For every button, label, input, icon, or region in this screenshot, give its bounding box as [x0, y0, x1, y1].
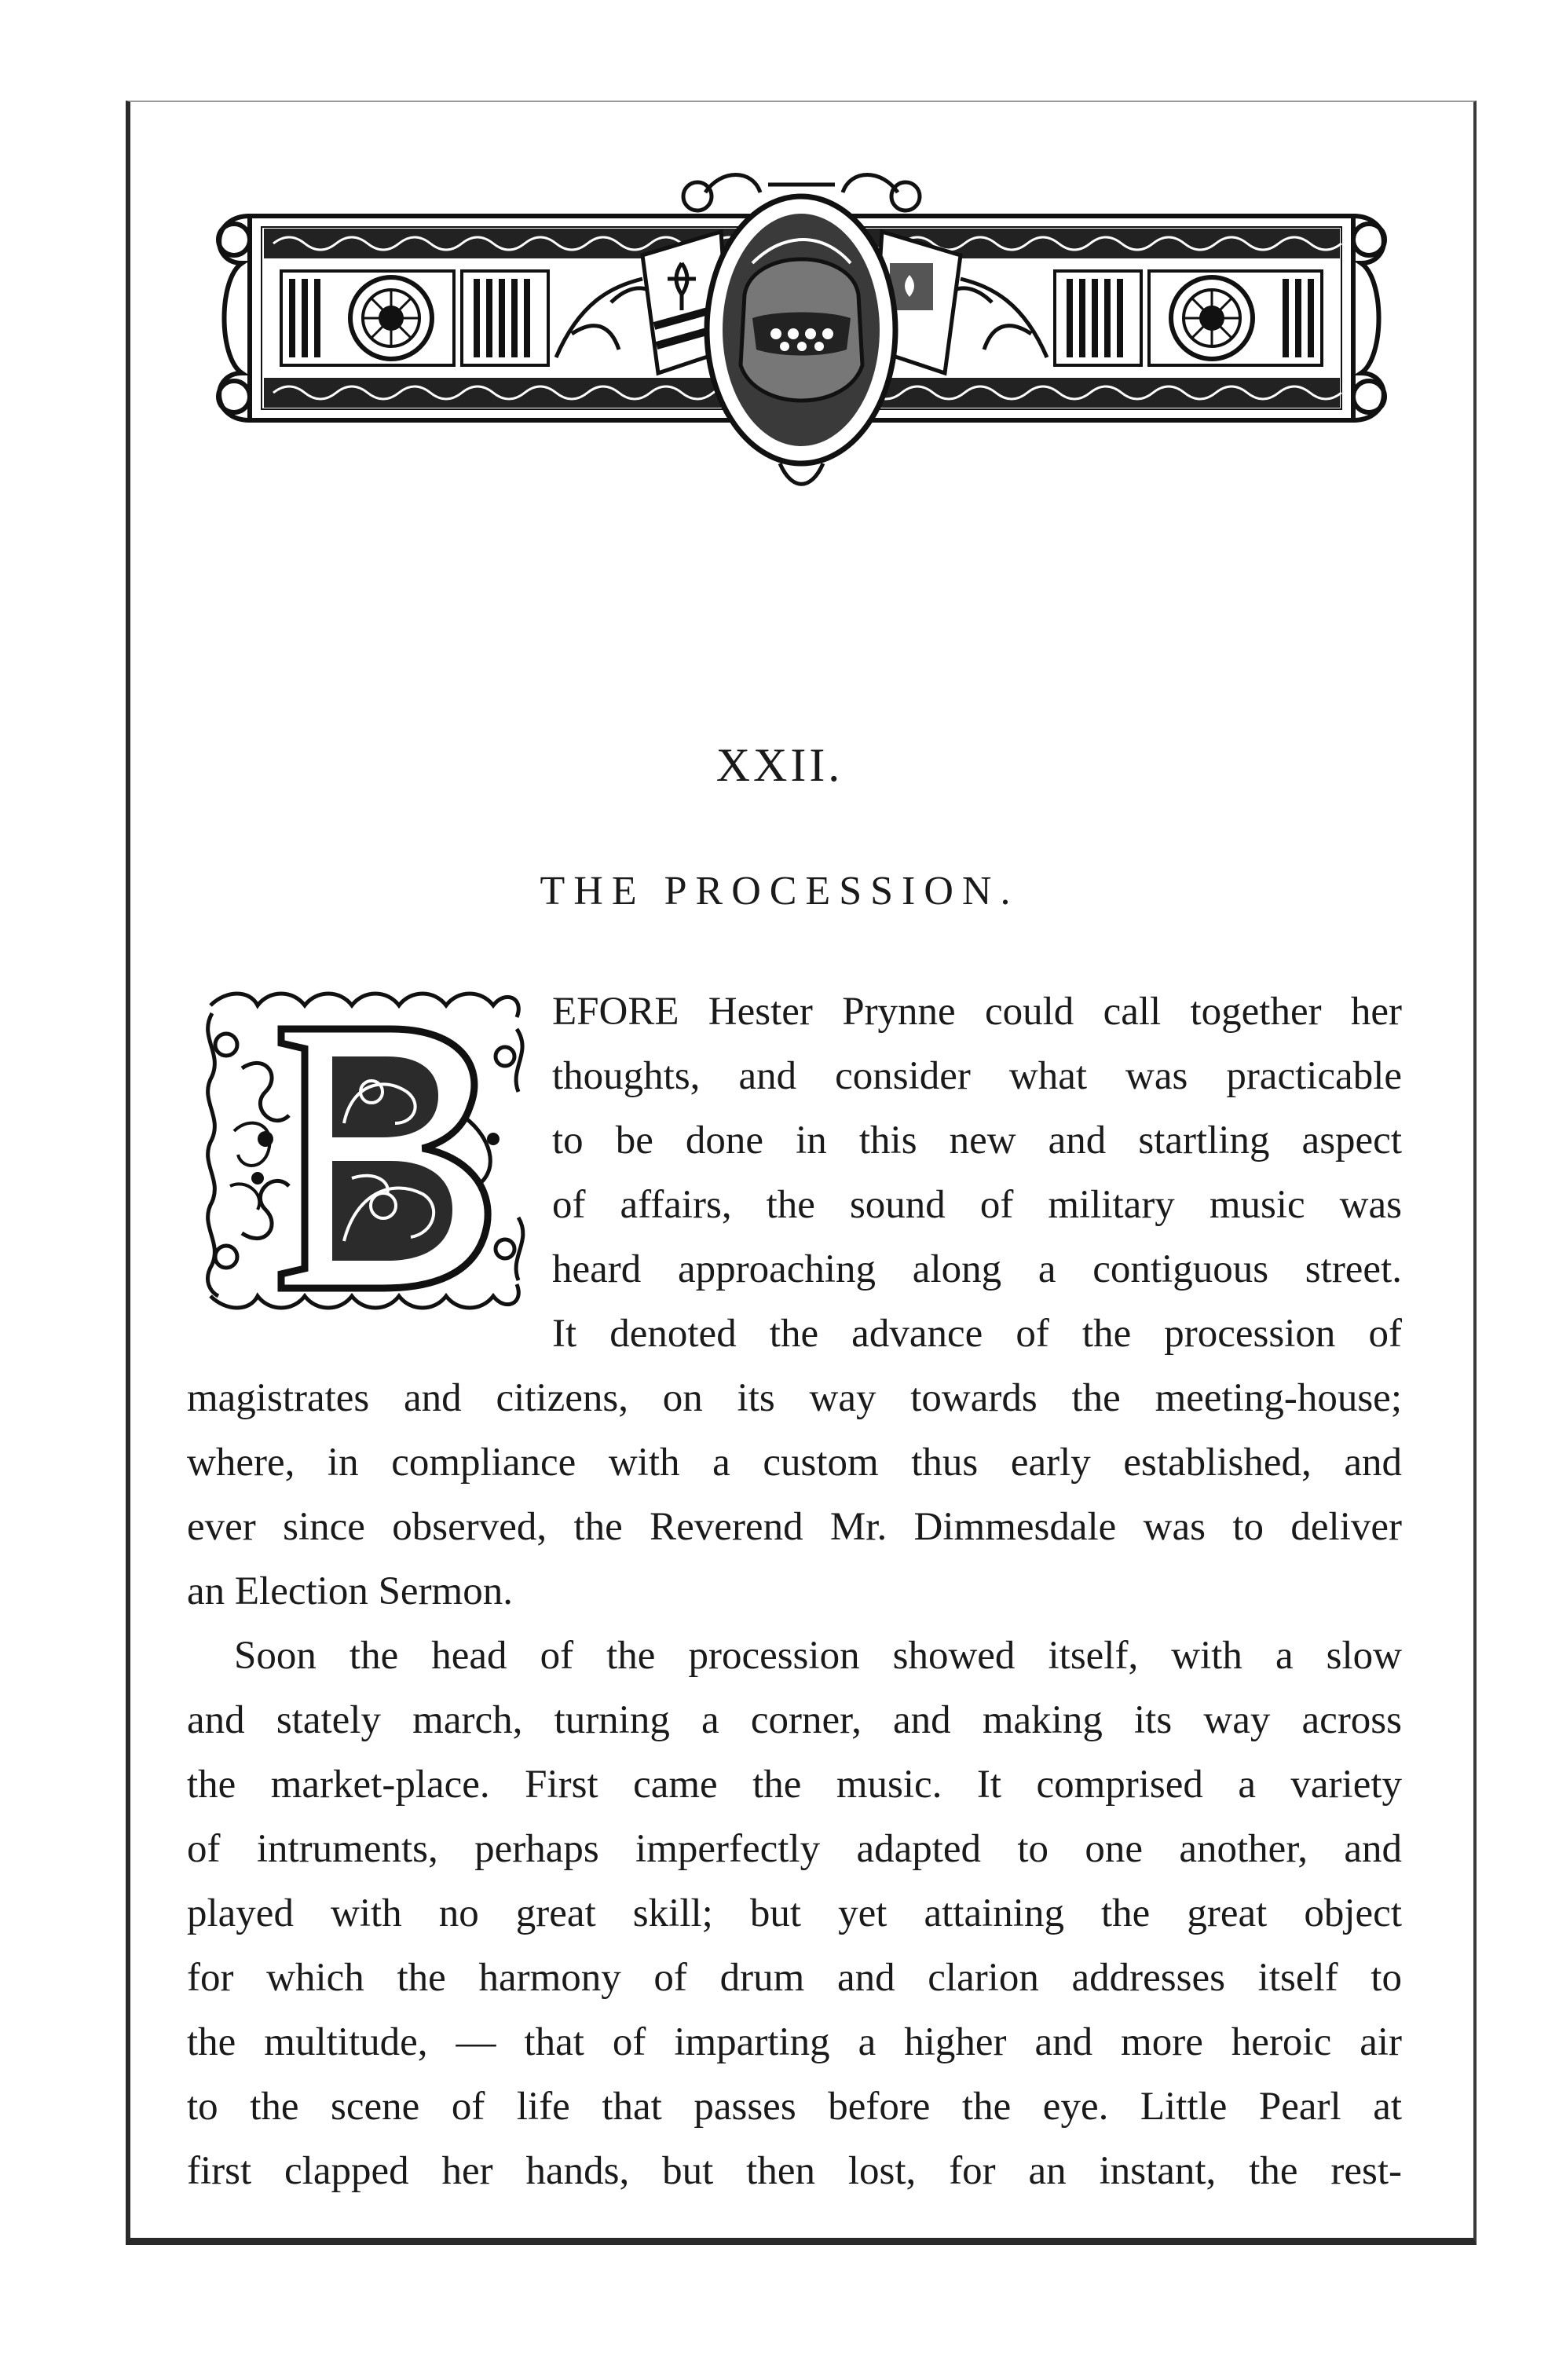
text-line: the market-place. First came the music. It comprised a variety: [187, 1763, 1402, 1807]
drop-cap-letter: [195, 982, 534, 1321]
text-line: magistrates and citizens, on its way towards the meeting-house;: [187, 1376, 1402, 1420]
text-line: an Election Sermon.: [187, 1569, 513, 1613]
text-line: played with no great skill; but yet attaining the great object: [187, 1891, 1402, 1935]
text-line: Soon the head of the procession showed itself, with a slow: [234, 1634, 1402, 1678]
ornamental-headpiece: [203, 161, 1400, 511]
text-line: EFORE Hester Prynne could call together her: [552, 990, 1402, 1034]
text-line: thoughts, and consider what was practicable: [552, 1054, 1402, 1098]
text-line: It denoted the advance of the procession of: [552, 1312, 1402, 1356]
text-line: first clapped her hands, but then lost, for an instant, the rest-: [187, 2149, 1402, 2193]
text-line: and stately march, turning a corner, and making its way across: [187, 1698, 1402, 1742]
text-line: of intruments, perhaps imperfectly adapted to one another, and: [187, 1827, 1402, 1871]
text-line: ever since observed, the Reverend Mr. Dimmesdale was to deliver: [187, 1505, 1402, 1549]
text-line: heard approaching along a contiguous street.: [552, 1247, 1402, 1291]
text-line: of affairs, the sound of military music was: [552, 1183, 1402, 1227]
chapter-number: XXII.: [715, 739, 844, 791]
chapter-title: THE PROCESSION.: [540, 869, 1019, 914]
text-line: where, in compliance with a custom thus early established, and: [187, 1441, 1402, 1485]
text-line: to the scene of life that passes before the eye. Little Pearl at: [187, 2085, 1402, 2129]
text-line: for which the harmony of drum and clarion addresses itself to: [187, 1956, 1402, 2000]
text-line: to be done in this new and startling aspect: [552, 1119, 1402, 1163]
text-line: the multitude, — that of imparting a higher and more heroic air: [187, 2020, 1402, 2064]
